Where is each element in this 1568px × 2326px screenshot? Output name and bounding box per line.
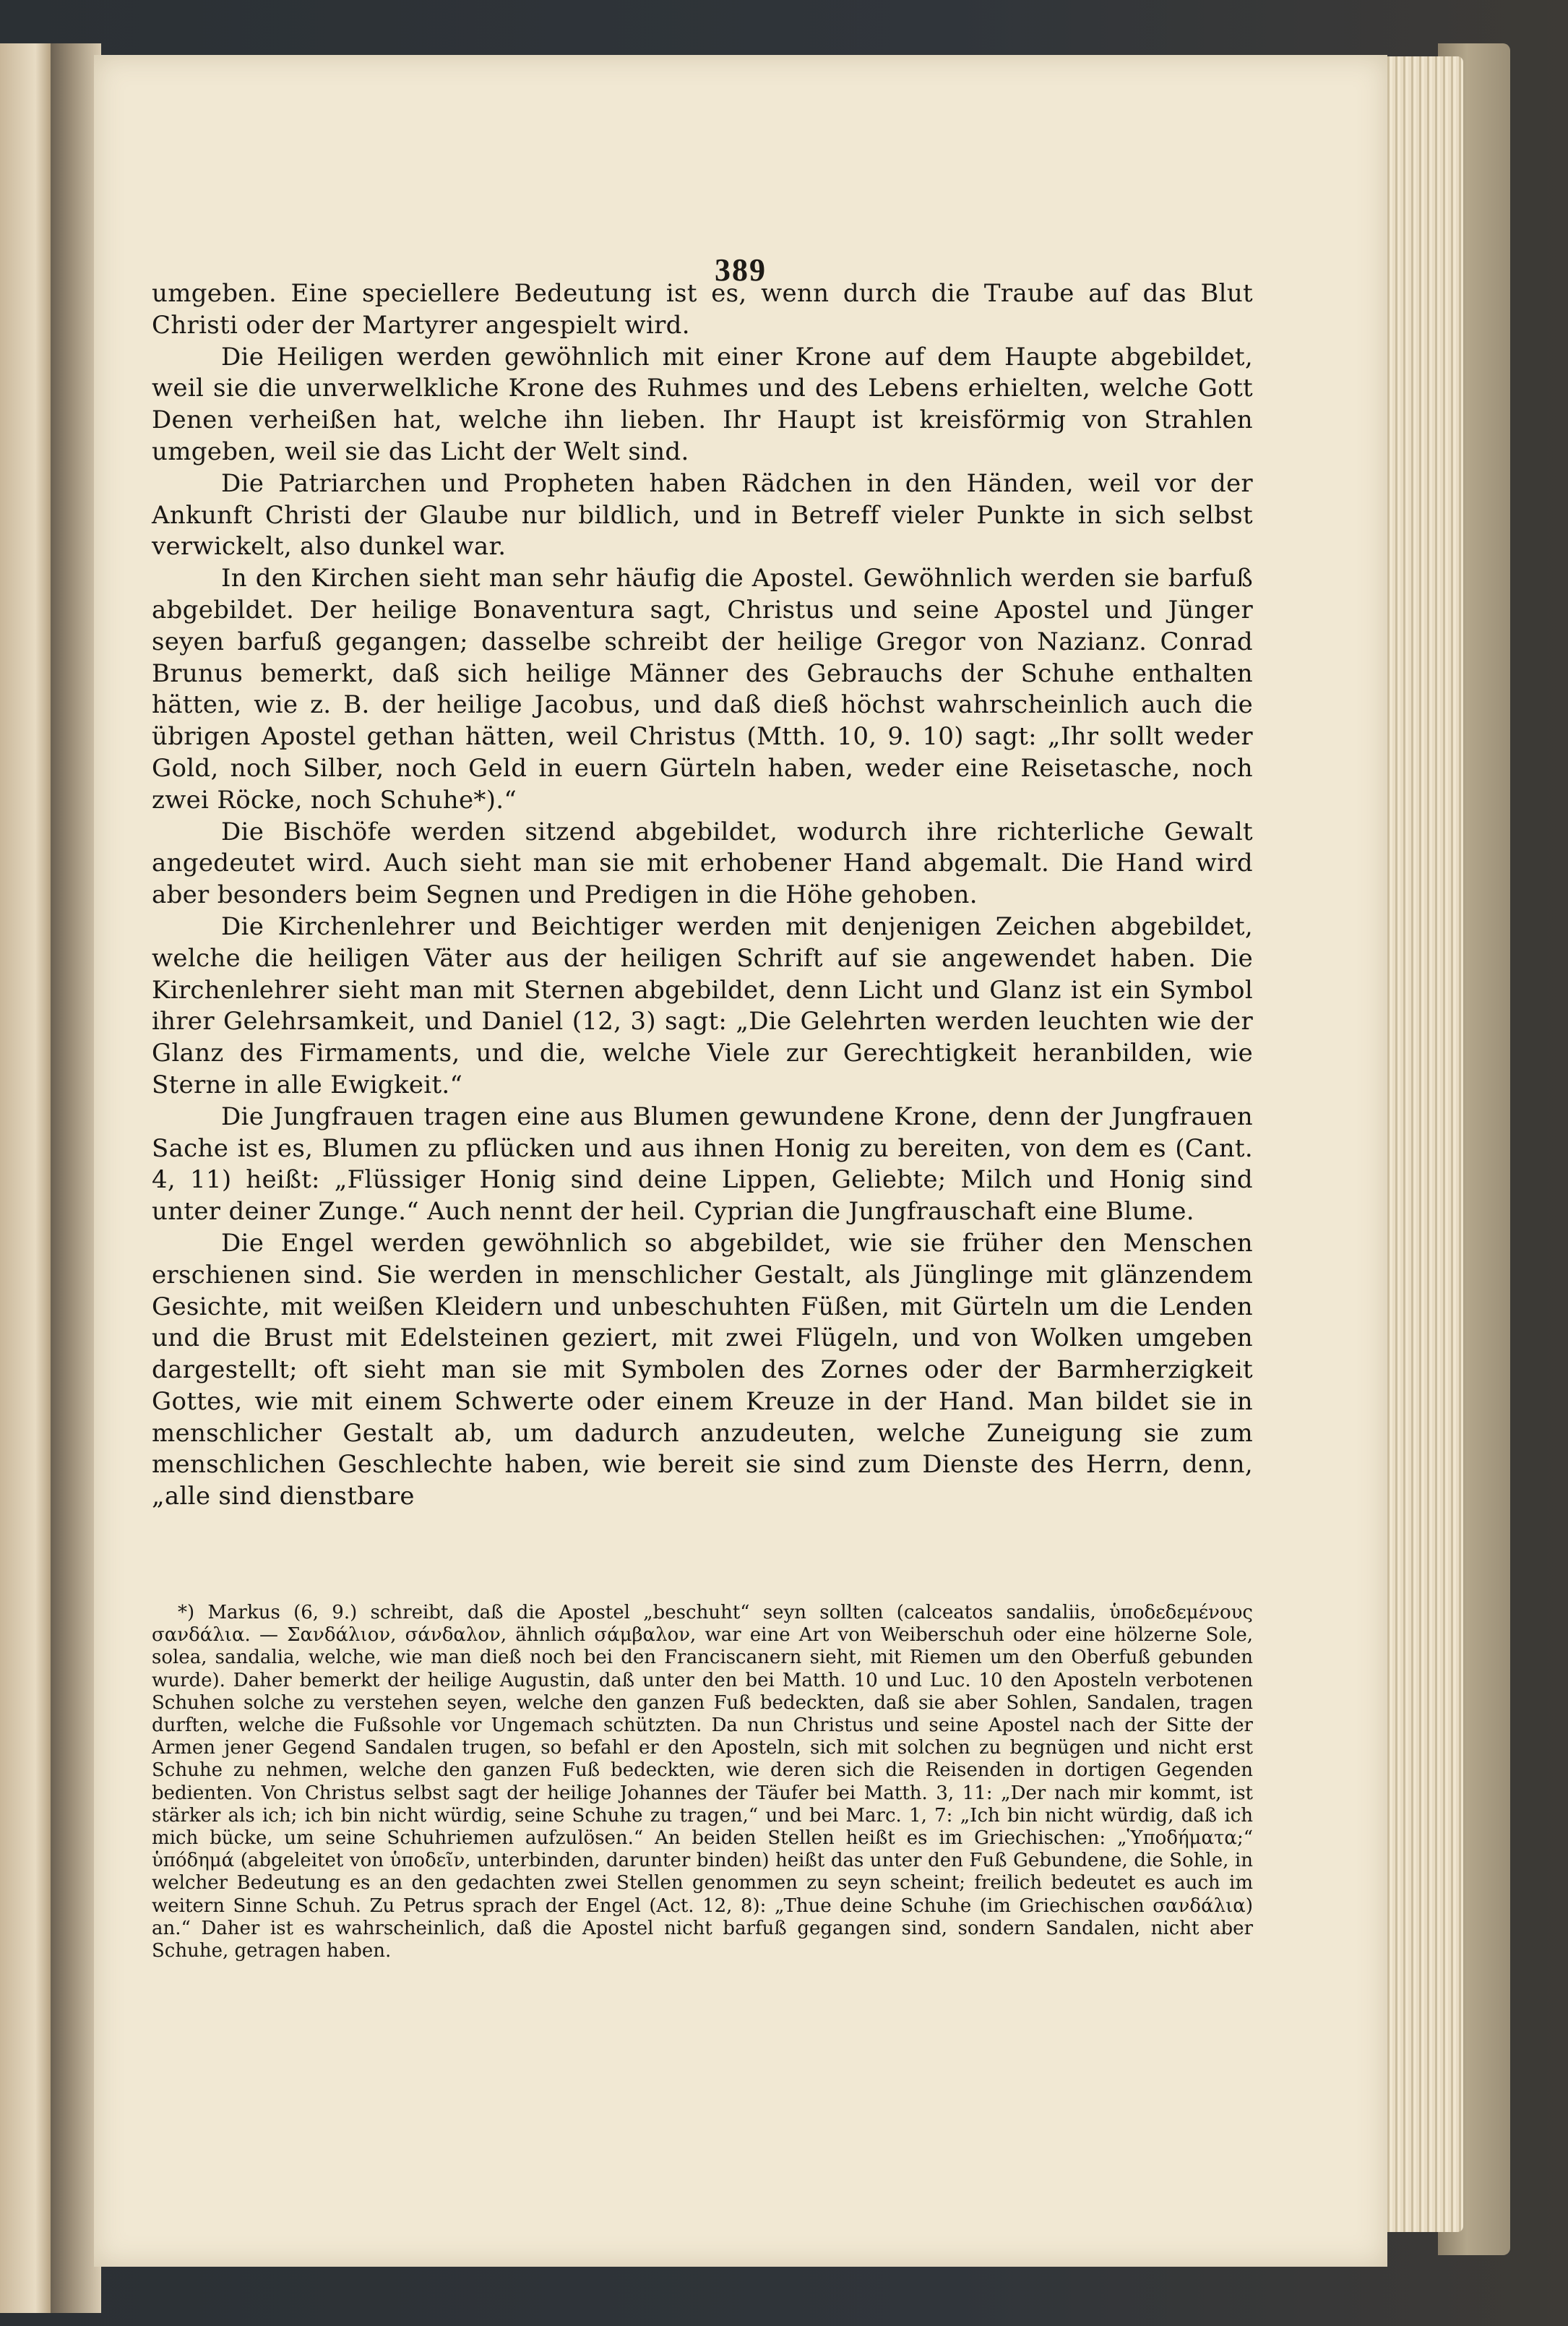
page-number: 389 [715, 252, 767, 288]
facing-page-edge [0, 43, 51, 2313]
paragraph: Die Engel werden gewöhnlich so abgebildet, wie sie früher den Menschen erschienen sind. Sie werden in menschlicher Gestalt, als Jünglinge mit glänzendem Gesichte, mit weißen Kleidern und unbeschuhten Füßen, mit Gürteln um die Lenden und die Brust mit Edelsteinen geziert, mit zwei Flügeln, und von Wolken umgeben dargestellt; oft sieht man sie mit Symbolen des Zornes oder der Barmherzigkeit Gottes, wie mit einem Schwerte oder einem Kreuze in der Hand. Man bildet sie in menschlicher Gestalt ab, um dadurch anzudeuten, welche Zuneigung sie zum menschlichen Geschlechte haben, wie bereit sie sind zum Dienste des Herrn, denn, „alle sind dienstbare [152, 1228, 1253, 1511]
paragraph: In den Kirchen sieht man sehr häufig die Apostel. Gewöhnlich werden sie barfuß abgebildet. Der heilige Bonaventura sagt, Christus und seine Apostel und Jünger seyen barfuß gegangen; dasselbe schreibt der heilige Gregor von Nazianz. Conrad Brunus bemerkt, daß sich heilige Männer des Gebrauchs der Schuhe enthalten hätten, wie z. B. der heilige Jacobus, und daß dieß höchst wahrscheinlich auch die übrigen Apostel gethan hätten, weil Christus (Mtth. 10, 9. 10) sagt: „Ihr sollt weder Gold, noch Silber, noch Geld in euern Gürteln haben, weder eine Reisetasche, noch zwei Röcke, noch Schuhe*).“ [152, 564, 1253, 815]
paragraph: umgeben. Eine speciellere Bedeutung ist es, wenn durch die Traube auf das Blut Christi oder der Martyrer angespielt wird. [152, 279, 1253, 340]
footnote [152, 1602, 1253, 1962]
paragraph: Die Jungfrauen tragen eine aus Blumen gewundene Krone, denn der Jungfrauen Sache ist es, Blumen zu pflücken und aus ihnen Honig zu bereiten, von dem es (Cant. 4, 11) heißt: „Flüssiger Honig sind deine Lippen, Geliebte; Milch und Honig sind unter deiner Zunge.“ Auch nennt der heil. Cyprian die Jungfrauschaft eine Blume. [152, 1102, 1253, 1227]
page-edges [1377, 56, 1463, 2232]
main-text [152, 278, 1253, 1513]
paragraph: Die Bischöfe werden sitzend abgebildet, wodurch ihre richterliche Gewalt angedeutet wird. Auch sieht man sie mit erhobener Hand abgemalt. Die Hand wird aber besonders beim Segnen und Predigen in die Höhe gehoben. [152, 817, 1253, 910]
paragraph: Die Patriarchen und Propheten haben Rädchen in den Händen, weil vor der Ankunft Christi der Glaube nur bildlich, und in Betreff vieler Punkte in sich selbst verwickelt, also dunkel war. [152, 468, 1253, 562]
footnote-text: *) Markus (6, 9.) schreibt, daß die Apostel „beschuht“ seyn sollten (calceatos sandaliis, ὑποδεδεμένους σανδάλια. — Σανδάλιον, σάνδαλον, ähnlich σάμβαλον, war eine Art von Weiberschuh oder eine hölzerne Sole, solea, sandalia, welche, wie man dieß noch bei den Franciscanern sieht, mit Riemen um den Oberfuß gebunden wurde). Daher bemerkt der heilige Augustin, daß unter den bei Matth. 10 und Luc. 10 den Aposteln verbotenen Schuhen solche zu verstehen seyen, welche den ganzen Fuß bedeckten, daß sie aber Sohlen, Sandalen, tragen durften, welche die Fußsohle vor Ungemach schützten. Da nun Christus und seine Apostel nach der Sitte der Armen jener Gegend Sandalen trugen, so befahl er den Aposteln, sich mit solchen zu begnügen und nicht erst Schuhe zu nehmen, welche den ganzen Fuß bedeckten, wie deren sich die Reisenden in dortigen Gegenden bedienten. Von Christus selbst sagt der heilige Johannes der Täufer bei Matth. 3, 11: „Der nach mir kommt, ist stärker als ich; ich bin nicht würdig, seine Schuhe zu tragen,“ und bei Marc. 1, 7: „Ich bin nicht würdig, daß ich mich bücke, um seine Schuhriemen aufzulösen.“ An beiden Stellen heißt es im Griechischen: „Ὑποδήματα;“ ὑπόδημά (abgeleitet von ὑποδεῖν, unterbinden, darunter binden) heißt das unter den Fuß Gebundene, die Sohle, in welcher Bedeutung es an den gedachten zwei Stellen genommen zu seyn scheint; freilich bedeutet es auch im weitern Sinne Schuh. Zu Petrus sprach der Engel (Act. 12, 8): „Thue deine Schuhe (im Griechischen σανδάλια) an.“ Daher ist es wahrscheinlich, daß die Apostel nicht barfuß gegangen sind, sondern Sandalen, nicht aber Schuhe, getragen haben. [152, 1602, 1253, 1962]
paragraph: Die Kirchenlehrer und Beichtiger werden mit denjenigen Zeichen abgebildet, welche die heiligen Väter aus der heiligen Schrift auf sie angewendet haben. Die Kirchenlehrer sieht man mit Sternen abgebildet, denn Licht und Glanz ist ein Symbol ihrer Gelehrsamkeit, und Daniel (12, 3) sagt: „Die Gelehrten werden leuchten wie der Glanz des Firmaments, und die, welche Viele zur Gerechtigkeit heranbilden, wie Sterne in alle Ewigkeit.“ [152, 911, 1253, 1099]
paragraph: Die Heiligen werden gewöhnlich mit einer Krone auf dem Haupte abgebildet, weil sie die unverwelkliche Krone des Ruhmes und des Lebens erhielten, welche Gott Denen verheißen hat, welche ihn lieben. Ihr Haupt ist kreisförmig von Strahlen umgeben, weil sie das Licht der Welt sind. [152, 342, 1253, 466]
